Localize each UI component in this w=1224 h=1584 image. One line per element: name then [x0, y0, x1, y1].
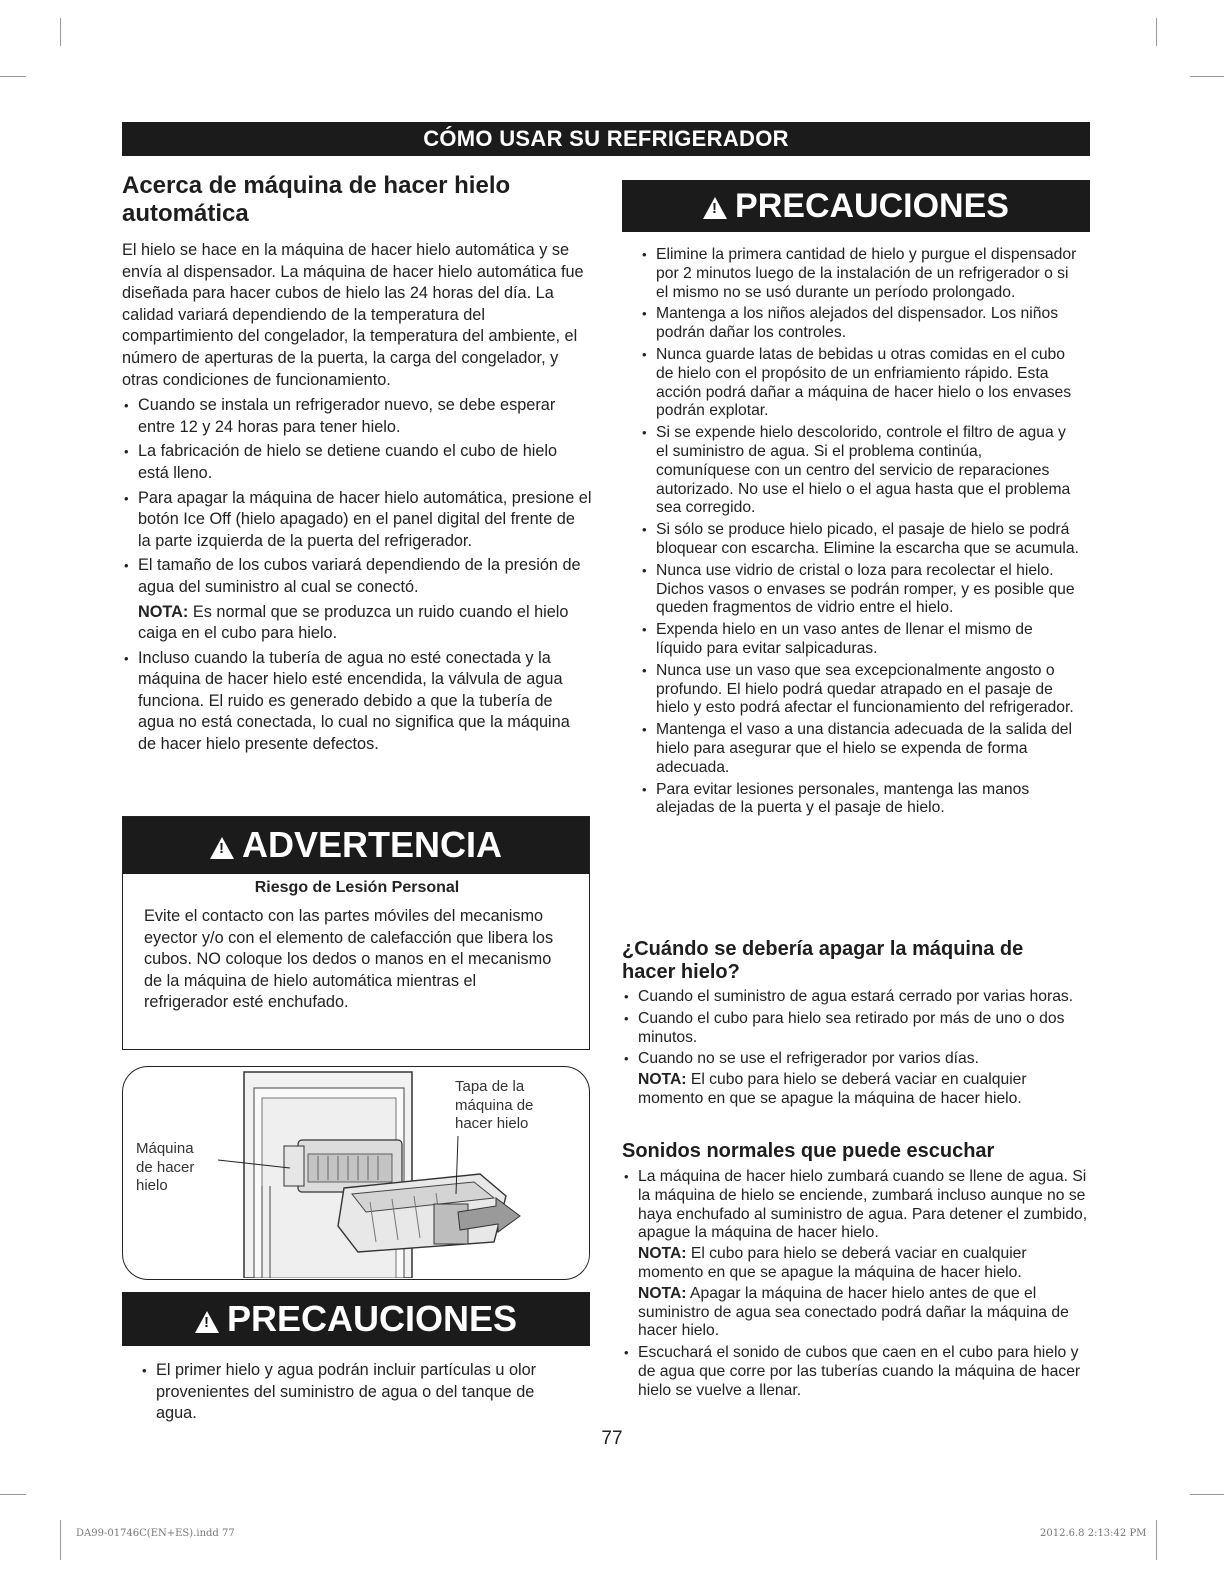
- list-item: • Escuchará el sonido de cubos que caen en el cubo para hielo y de agua que corre por las tuberías cuando la máquina de hacer hielo se vuelve a llenar.: [622, 1344, 1088, 1400]
- list-item: [622, 1050, 1088, 1108]
- left-column: [122, 172, 592, 756]
- list-item: • Incluso cuando la tubería de agua no esté conectada y la máquina de hacer hielo esté encendida, la válvula de agua funciona. El ruido es generado debido a que la tubería de agua no está conectada, lo cual no significa que la máquina de hacer hielo presente defectos.: [122, 648, 592, 756]
- note-label: NOTA:: [638, 1245, 687, 1263]
- file-slug: DA99-01746C(EN+ES).indd 77: [76, 1528, 235, 1539]
- list-item: • Si sólo se produce hielo picado, el pasaje de hielo se podrá bloquear con escarcha. Elimine la escarcha que se acumula.: [640, 521, 1080, 559]
- list-item: • Mantenga a los niños alejados del dispensador. Los niños podrán dañar los controles.: [640, 305, 1080, 343]
- note-text: El cubo para hielo se deberá vaciar en cualquier momento en que se apague la máquina de hacer hielo.: [638, 1245, 1027, 1281]
- warning-body: Evite el contacto con las partes móviles del mecanismo eyector y/o con el elemento de calefacción que libera los cubos. NO coloque los dedos o manos en el mecanismo de la máquina de hielo automática mientras el refrigerador esté enchufado.: [144, 907, 554, 1012]
- note-text: Es normal que se produzca un ruido cuando el hielo caiga en el cubo para hielo.: [138, 602, 569, 643]
- note-text: Apagar la máquina de hacer hielo antes de que el suministro de agua sea conectado podrá dañar la máquina de hacer hielo.: [638, 1284, 1069, 1340]
- intro-paragraph: El hielo se hace en la máquina de hacer hielo automática y se envía al dispensador. La máquina de hacer hielo automática fue diseñada para hacer cubos de hielo las 24 horas del día. La calidad variará dependiendo de la temperatura del compartimiento del congelador, la temperatura del ambiente, el número de aperturas de la puerta, la carga del congelador, y otras condiciones de funcionamiento.: [122, 241, 584, 389]
- list-item: • La fabricación de hielo se detiene cuando el cubo de hielo está lleno.: [122, 441, 592, 484]
- note: [138, 602, 592, 645]
- normal-sounds-list: [622, 1168, 1088, 1401]
- print-timestamp: 2012.6.8 2:13:42 PM: [1040, 1528, 1147, 1539]
- list-item: • Para apagar la máquina de hacer hielo automática, presione el botón Ice Off (hielo apagado) en el panel digital del frente de la parte izquierda de la puerta del refrigerador.: [122, 488, 592, 553]
- crop-mark: [1156, 18, 1157, 46]
- note-label: NOTA:: [638, 1284, 687, 1302]
- warning-triangle-icon: [195, 1311, 219, 1333]
- note: [638, 1071, 1088, 1109]
- caution-title: PRECAUCIONES: [735, 187, 1009, 225]
- note: [638, 1245, 1088, 1283]
- warning-triangle-icon: [703, 197, 727, 219]
- ice-maker-bullet-list: [122, 395, 592, 756]
- crop-mark: [60, 18, 61, 46]
- warning-title: ADVERTENCIA: [241, 824, 502, 865]
- list-item: • Nunca use vidrio de cristal o loza para recolectar el hielo. Dichos vasos o envases se podrán romper, y es posible que queden fragmentos de vidrio entre el hielo.: [640, 562, 1080, 618]
- list-item: • Para evitar lesiones personales, mantenga las manos alejadas de la puerta y el pasaje de hielo.: [640, 781, 1080, 819]
- caution-list-left: [140, 1360, 570, 1425]
- crop-mark: [0, 1494, 26, 1495]
- section-heading-when-to-turn-off: ¿Cuándo se debería apagar la máquina de hacer hielo?: [622, 938, 1024, 983]
- crop-mark: [1190, 76, 1224, 77]
- warning-subtitle: Riesgo de Lesión Personal: [254, 879, 460, 896]
- label-ice-maker-cover: Tapa de la máquina de hacer hielo: [455, 1078, 534, 1132]
- list-item: • Cuando se instala un refrigerador nuevo, se debe esperar entre 12 y 24 horas para tener hielo.: [122, 395, 592, 438]
- list-item-text: El tamaño de los cubos variará dependiendo de la presión de agua del suministro al cual se conectó.: [138, 556, 581, 596]
- note-label: NOTA:: [638, 1071, 687, 1089]
- note-text: El cubo para hielo se deberá vaciar en cualquier momento en que se apague la máquina de hacer hielo.: [638, 1071, 1027, 1107]
- list-item: • Si se expende hielo descolorido, controle el filtro de agua y el suministro de agua. Si el problema continúa, comuníquese con un centro del servicio de reparaciones autorizado. No use el hielo o el agua hasta que el problema sea corregido.: [640, 424, 1080, 518]
- crop-mark: [1156, 1520, 1157, 1560]
- when-to-turn-off-list: [622, 988, 1088, 1109]
- list-item: [622, 1168, 1088, 1341]
- note-label: NOTA:: [138, 602, 189, 621]
- list-item: • Cuando el suministro de agua estará cerrado por varias horas.: [622, 988, 1088, 1007]
- list-item-text: Cuando no se use el refrigerador por varios días.: [638, 1050, 979, 1068]
- list-item: • Expenda hielo en un vaso antes de llenar el mismo de líquido para evitar salpicaduras.: [640, 621, 1080, 659]
- caution-list-right: [640, 246, 1080, 818]
- crop-mark: [60, 1520, 61, 1560]
- caution-title-bar-left: [122, 1292, 590, 1346]
- caution-title: PRECAUCIONES: [226, 1298, 518, 1339]
- page-number: 77: [601, 1428, 623, 1449]
- section-heading-normal-sounds: Sonidos normales que puede escuchar: [622, 1140, 995, 1162]
- list-item: • Cuando el cubo para hielo sea retirado por más de uno o dos minutos.: [622, 1010, 1088, 1048]
- list-item: • Elimine la primera cantidad de hielo y purgue el dispensador por 2 minutos luego de la instalación de un refrigerador o si el mismo no se usó durante un período prolongado.: [640, 246, 1080, 302]
- section-heading-ice-maker: Acerca de máquina de hacer hielo automática: [122, 172, 511, 227]
- list-item: • Nunca use un vaso que sea excepcionalmente angosto o profundo. El hielo podrá quedar atrapado en el pasaje de hielo y esto podrá afectar el funcionamiento del refrigerador.: [640, 662, 1080, 718]
- note: [638, 1285, 1088, 1341]
- list-item: • Nunca guarde latas de bebidas u otras comidas en el cubo de hielo con el propósito de un enfriamiento rápido. Esta acción podrá dañar a máquina de hacer hielo o los envases podrán explotar.: [640, 346, 1080, 421]
- crop-mark: [1190, 1494, 1224, 1495]
- crop-mark: [0, 76, 26, 77]
- label-ice-maker: Máquina de hacer hielo: [136, 1140, 195, 1194]
- list-item-text: La máquina de hacer hielo zumbará cuando se llene de agua. Si la máquina de hielo se enciende, zumbará incluso aunque no se haya enchufado al suministro de agua. Para detener el zumbido, apague la máquina de hacer hielo.: [638, 1168, 1088, 1242]
- list-item: • Mantenga el vaso a una distancia adecuada de la salida del hielo para asegurar que el hielo se expenda de forma adecuada.: [640, 721, 1080, 777]
- caution-title-bar-right: [622, 180, 1090, 232]
- section-header-bar: CÓMO USAR SU REFRIGERADOR: [122, 122, 1090, 156]
- list-item: [122, 555, 592, 644]
- list-item: • El primer hielo y agua podrán incluir partículas u olor provenientes del suministro de agua o del tanque de agua.: [140, 1360, 570, 1425]
